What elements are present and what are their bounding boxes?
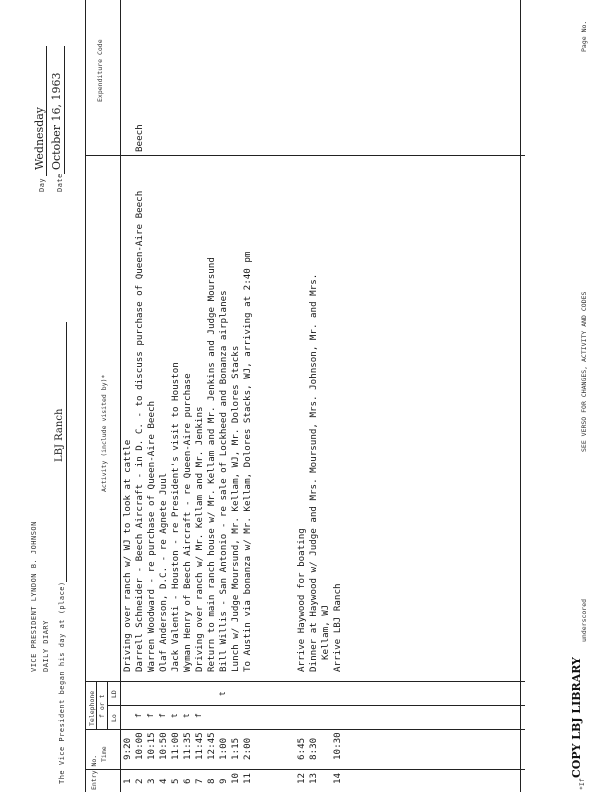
entry-activity: Dinner at Haywood w/ Judge and Mrs. Moursund, Mrs. Johnson, Mr. and Mrs. [308,273,319,672]
entry-activity: Driving over ranch w/ Mr. Kellam and Mr. Jenkins [194,406,205,672]
footer-verso-note: SEE VERSO FOR CHANGES, ACTIVITY AND CODES [580,291,588,452]
entry-activity: Jack Valenti - Houston - re President's visit to Houston [170,362,181,672]
diary-subtitle: DAILY DIARY [42,620,50,672]
col-header-activity: Activity (include visited by)* [100,374,108,492]
entry-lo: f [134,713,143,718]
entry-time: 10:00 [134,732,145,760]
col-divider-lo-ld [107,705,525,706]
entry-no: 10 [230,772,241,784]
entry-activity-continued: Kellam, WJ [320,604,331,660]
place-underline [66,322,67,582]
entry-no: 7 [194,778,205,784]
place-value: LBJ Ranch [54,408,65,462]
entry-ld: t [218,691,227,696]
entry-no: 3 [146,778,157,784]
entry-time: 9:20 [122,737,133,760]
day-underline [46,46,47,176]
col-divider-phone [85,681,525,682]
col-header-telephone: Telephone [88,690,96,726]
entry-lo: f [194,713,203,718]
copy-lbj-stamp: COPY LBJ LIBRARY [570,657,583,778]
entry-no: 13 [308,772,319,784]
entry-lo: f [146,713,155,718]
entry-activity: Bill Willis - San Antonio - re sale of Lockheed and Bonanza airplanes [218,290,229,672]
col-header-time: Time [100,746,108,762]
entry-activity: Darrell Schneider - Beech Aircraft - in D. C. - to discuss purchase of Queen-Aire Beech [134,190,145,672]
footer-underscored-note: underscored [580,598,588,642]
col-header-lo: Lo [110,714,118,722]
entry-time: 1:15 [230,737,241,760]
began-label: The Vice President began his day at (place) [58,581,66,784]
table-right-rule [520,0,521,792]
col-divider-activity [85,155,525,156]
date-underline [64,46,65,174]
entry-no: 14 [332,772,343,784]
day-value: Wednesday [33,106,46,170]
entry-activity: Wyman Henry of Beech Aircraft - re Queen-Aire purchase [182,373,193,672]
entry-no: 5 [170,778,181,784]
col-header-expenditure: Expenditure Code [96,39,104,102]
entry-no: 2 [134,778,145,784]
entry-no: 6 [182,778,193,784]
entry-time: 8:30 [308,737,319,760]
entry-time: 2:00 [242,737,253,760]
phone-sub-rule-1 [96,682,97,730]
date-label: Date [56,173,64,192]
entry-activity: To Austin via bonanza w/ Mr. Kellam, Dolores Stacks, WJ, arriving at 2:40 pm [242,251,253,672]
entry-activity: Olaf Anderson, D.C. - re Agnete Juul [158,472,169,672]
entry-no: 11 [242,772,253,784]
entry-no: 12 [296,772,307,784]
entry-activity: Return to main ranch house w/ Mr. Kellam and Mr. Jenkins and Judge Moursund [206,257,217,672]
phone-sub-rule-2 [107,682,108,730]
entry-no: 1 [122,778,133,784]
entry-lo: t [182,713,191,718]
diary-title: VICE PRESIDENT LYNDON B. JOHNSON [30,521,38,672]
col-header-entry: Entry No. [90,754,98,790]
entry-lo: f [158,713,167,718]
entry-time: 6:45 [296,737,307,760]
table-top-rule [85,0,86,792]
entry-time: 1:00 [218,737,229,760]
entry-no: 9 [218,778,229,784]
entry-time: 10:30 [332,732,343,760]
col-divider-entry [85,769,525,770]
footer-page-no: Page No. [580,20,588,52]
date-value: October 16, 1963 [50,72,63,170]
entry-activity: Driving over ranch w/ WJ to look at cattle [122,439,133,672]
entry-no: 4 [158,778,169,784]
col-header-ld: LD [110,690,118,698]
entry-code: Beech [134,124,145,152]
col-header-f-or-t: f or t [98,694,106,718]
entry-time: 11:35 [182,732,193,760]
entry-time: 11:00 [170,732,181,760]
entry-time: 11:45 [194,732,205,760]
entry-no: 8 [206,778,217,784]
day-label: Day [38,177,46,192]
entry-activity: Arrive LBJ Ranch [332,583,343,672]
entry-time: 10:50 [158,732,169,760]
footer-left-mark: *If [578,778,586,790]
entry-activity: Arrive Haywood for boating [296,528,307,672]
entry-time: 12:45 [206,732,217,760]
entry-activity: Warren Woodward - re purchase of Queen-Aire Beech [146,400,157,672]
entry-time: 10:15 [146,732,157,760]
entry-lo: t [170,713,179,718]
entry-activity: Lunch w/ Judge Moursund, Mr. Kellam, WJ, Mr. Dolores Stacks [230,345,241,672]
col-divider-time [85,729,525,730]
table-header-rule [120,0,121,792]
